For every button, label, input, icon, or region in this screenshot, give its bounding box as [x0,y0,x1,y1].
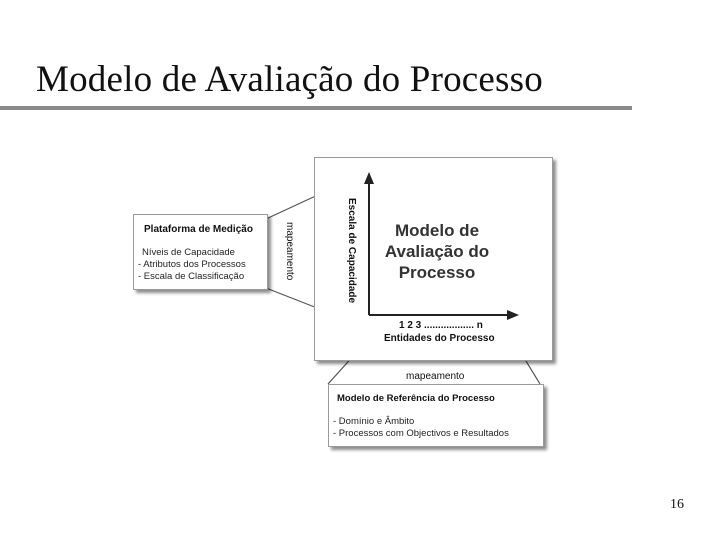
assessment-model-label-line: Modelo de [394,221,480,240]
mapping-label-bottom: mapeamento [406,371,465,382]
reference-model-item: - Domínio e Âmbito [333,416,415,427]
x-axis-arrow-icon [507,310,519,320]
slide-title: Modelo de Avaliação do Processo [36,59,543,100]
reference-model-heading: Modelo de Referência do Processo [337,393,495,404]
y-axis-label: Escala de Capacidade [346,198,357,304]
measurement-platform-item: - Atributos dos Processos [138,259,246,270]
measurement-platform-box [133,214,268,290]
measurement-platform-item: Níveis de Capacidade [142,247,235,258]
mapping-label-left: mapeamento [284,222,295,281]
page-number: 16 [670,497,684,512]
reference-model-item: - Processos com Objectivos e Resultados [333,428,509,439]
assessment-model-box [314,157,553,361]
assessment-model-label [377,220,497,283]
x-axis-ticks: 1 2 3 .................. n [399,320,483,331]
measurement-platform-heading: Plataforma de Medição [144,224,253,235]
assessment-model-label-line: Processo [398,263,476,282]
x-axis-label: Entidades do Processo [384,333,495,344]
reference-model-box [328,384,544,447]
assessment-model-label-line: Avaliação do [384,242,490,261]
y-axis-arrow-icon [364,172,374,184]
measurement-platform-item: - Escala de Classificação [138,271,245,282]
